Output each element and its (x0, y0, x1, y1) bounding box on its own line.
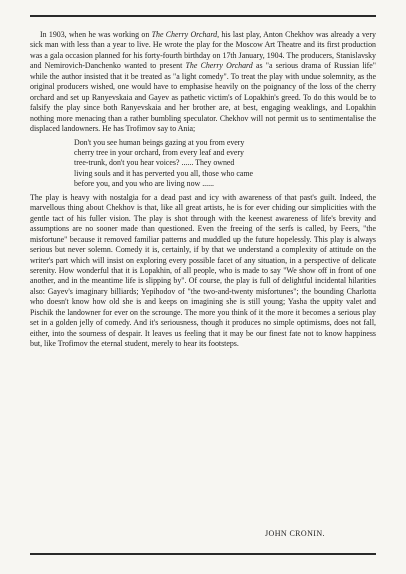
author-signature: JOHN CRONIN. (265, 529, 325, 538)
paragraph-analysis: The play is heavy with nostalgia for a dead past and icy with awareness of that past's guilt. Indeed, the marvellous thing about Chekhov is that, like all great artists, he is for ever chiding our simplicities with the gentle tact of his fuller vision. The play is shot through with the keenest awareness of life's brevity and assumptions are no sooner made than questioned. Even the freeing of the serfs is called, by Feers, "the misfortune" because it removed familiar patterns and muddled up the future hopelessly. This play is always serious but never solemn. Comedy it is, certainly, if by that we understand a complexity of attitude on the writer's part which will insist on exploring every possible facet of any situation, in a perspective of delicate serenity. How wonderful that it is Lopakhin, of all people, who is made to say "We show off in front of one another, and in the meantime life is slipping by". Of course, the play is full of delightful incidental hilarities also: Gayev's imaginary billiards; Yepihodov of "the two-and-twenty misfortunes"; the bounding Charlotta who doesn't know how old she is and keeps on imagining she is still young; Yasha the uppity valet and Pischik the landowner for ever on the scrounge. The more you think of it the more it becomes a serious play set in a golden jelly of comedy. And it's seriousness, though it produces no simple optimisms, does not fall, either, into the sourness of despair. It leaves us feeling that it may be our finest fate not to know happiness but, like Trofimov the eternal student, merely to hear its footsteps. (30, 192, 376, 349)
play-title: The Cherry Orchard (151, 30, 218, 39)
top-rule (30, 15, 376, 17)
quote-line: Don't you see human beings gazing at you from every (74, 137, 245, 147)
article-body (30, 30, 376, 350)
bottom-rule (30, 553, 376, 555)
play-title: The Cherry Orchard (185, 61, 253, 71)
quote-line: before you, and you who are living now ...... (74, 179, 215, 189)
intro-text-b: , his last play, Anton Chekhov was already a very sick man with less than a year to live. He wrote the play for the Moscow Art Theatre and its first production was a gala occasion planned for his forty-fourth birthday on 17th January, 1904. The producers, Stanislavsky and Nemirovich-Danchenko wanted to present (30, 30, 376, 71)
intro-text-a: In 1903, when he was working on (40, 30, 152, 39)
intro-text-c: as "a serious drama of Russian life" while the author insisted that it be treated as "a light comedy". To treat the play with undue solemnity, as the original producers wished, one would have to emphasise heavily on the poignancy of the loss of the cherry orchard and set up Ranyevskaia and Gayev as pathetic victim's of Lopakhin's greed. To do this would be to falsify the play since both Ranyevskaia and her brother are, at best, engaging weaklings, and Lopakhin nothing more menacing than a rather bumbling speculator. Chekhov will not permit us to sentimentalise the displaced landowners. He has Trofimov say to Ania; (30, 61, 377, 134)
paragraph-intro (30, 30, 376, 135)
quote-line: cherry tree in your orchard, from every leaf and every (74, 147, 244, 157)
quote-line: living souls and it has perverted you all, those who came (74, 168, 254, 178)
trofimov-quote (74, 138, 332, 190)
quote-line: tree-trunk, don't you hear voices? ...... They owned (74, 158, 235, 168)
